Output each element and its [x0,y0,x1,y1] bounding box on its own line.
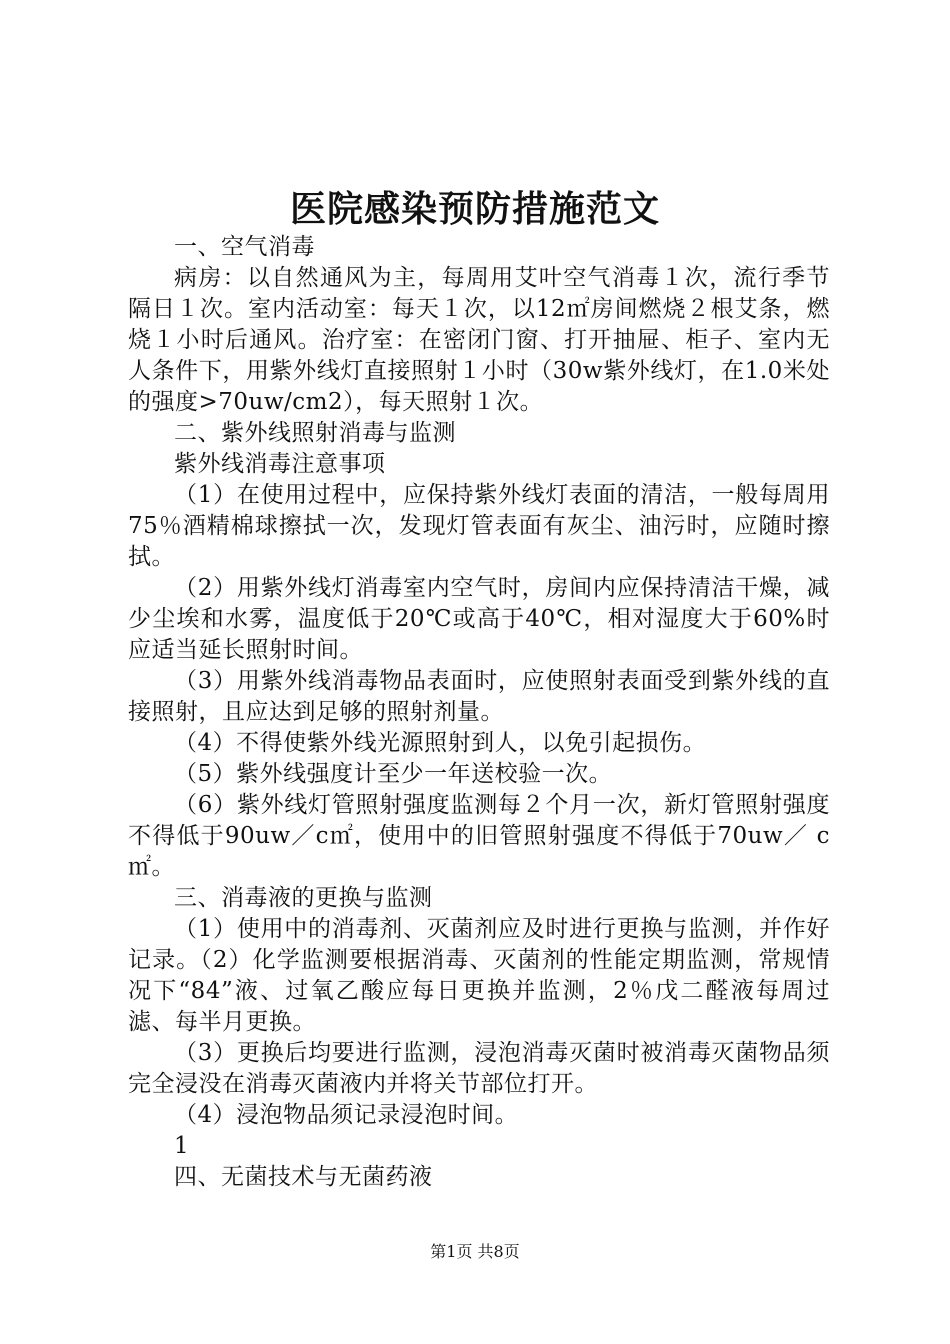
uv-note-item-5: （5）紫外线强度计至少一年送校验一次。 [174,761,613,787]
disinfectant-item-1-2: （1）使用中的消毒剂、灭菌剂应及时进行更换与监测，并作好记录。（2）化学监测要根据消毒、灭菌剂的性能定期监测，常规情况下“84”液、过氧乙酸应每日更换并监测，2％戊二醛液每周过滤、每半月更换。 [128,916,830,1035]
subheading-uv-notes: 紫外线消毒注意事项 [174,451,386,477]
page-marker: 1 [174,1133,190,1159]
section-heading-uv-disinfection: 二、紫外线照射消毒与监测 [174,420,456,446]
uv-note-item-2: （2）用紫外线灯消毒室内空气时，房间内应保持清洁干燥，减少尘埃和水雾，温度低于20℃或高于40℃，相对湿度大于60%时应适当延长照射时间。 [128,575,830,663]
paragraph-ward-disinfection: 病房：以自然通风为主，每周用艾叶空气消毒１次，流行季节隔日１次。室内活动室：每天１次，以12㎡房间燃烧２根艾条，燃烧１小时后通风。治疗室：在密闭门窗、打开抽屉、柜子、室内无人条件下，用紫外线灯直接照射１小时（30w紫外线灯，在1.0米处的强度>70uw/cm2），每天照射１次。 [128,265,830,415]
uv-note-item-4: （4）不得使紫外线光源照射到人，以免引起损伤。 [174,730,707,756]
uv-note-item-6: （6）紫外线灯管照射强度监测每２个月一次，新灯管照射强度不得低于90uw／c㎡，使用中的旧管照射强度不得低于70uw／ c㎡。 [128,792,830,880]
document-title: 医院感染预防措施范文 [289,188,660,230]
uv-note-item-1: （1）在使用过程中，应保持紫外线灯表面的清洁，一般每周用75％酒精棉球擦拭一次，发现灯管表面有灰尘、油污时，应随时擦拭。 [128,482,830,570]
disinfectant-item-4: （4）浸泡物品须记录浸泡时间。 [174,1102,519,1128]
document-body [128,232,830,1193]
section-heading-aseptic: 四、无菌技术与无菌药液 [174,1164,433,1190]
disinfectant-item-3: （3）更换后均要进行监测，浸泡消毒灭菌时被消毒灭菌物品须完全浸没在消毒灭菌液内并将关节部位打开。 [128,1040,830,1097]
uv-note-item-3: （3）用紫外线消毒物品表面时，应使照射表面受到紫外线的直接照射，且应达到足够的照射剂量。 [128,668,830,725]
section-heading-disinfectant: 三、消毒液的更换与监测 [174,885,433,911]
section-heading-air-disinfection: 一、空气消毒 [174,234,315,260]
page-footer: 第1页 共8页 [430,1242,520,1261]
